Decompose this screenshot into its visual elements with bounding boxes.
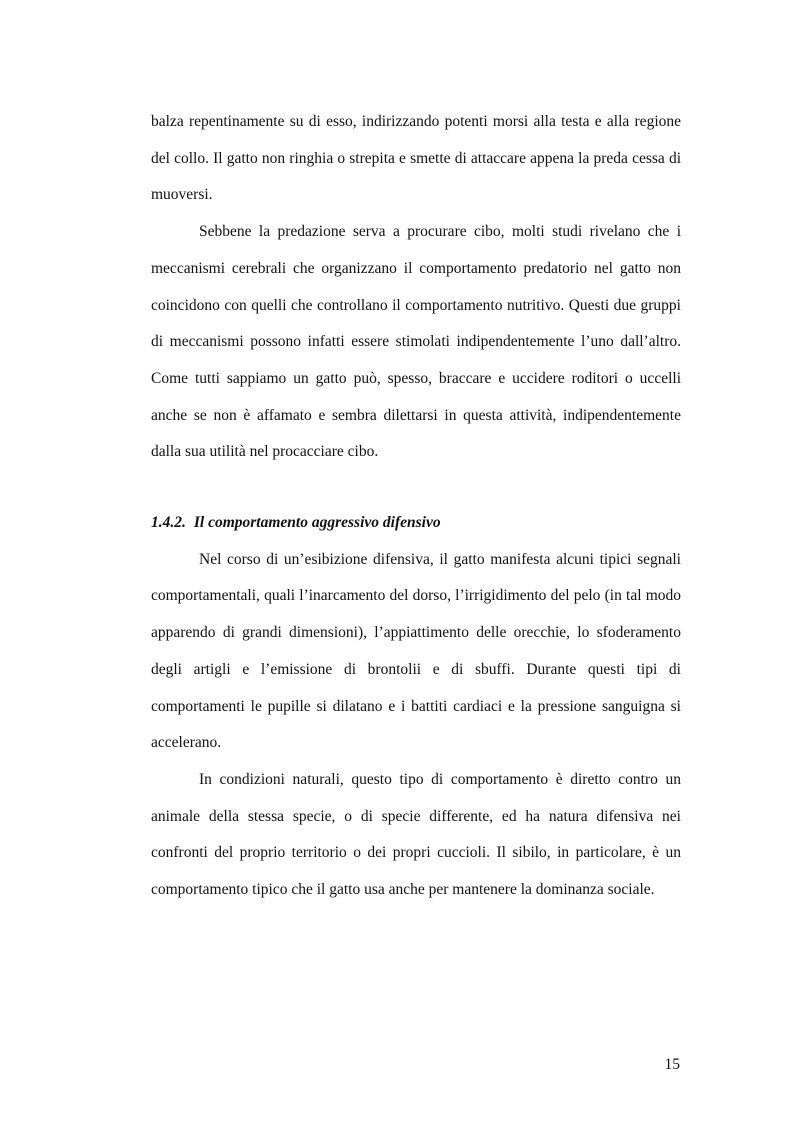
page-body [151, 104, 681, 909]
section-title: Il comportamento aggressivo difensivo [193, 514, 441, 532]
page-number: 15 [664, 1056, 680, 1073]
section-heading [151, 505, 681, 542]
section-number: 1.4.2. [151, 514, 186, 532]
paragraph-continuation: balza repentinamente su di esso, indirizzando potenti morsi alla testa e alla regione del collo. Il gatto non ringhia o strepita e smette di attaccare appena la preda cessa di muoversi. [151, 113, 681, 204]
paragraph-defensive-display: Nel corso di un’esibizione difensiva, il gatto manifesta alcuni tipici segnali comportamentali, quali l’inarcamento del dorso, l’irrigidimento del pelo (in tal modo apparendo di grandi dimensioni), l’appiattimento delle orecchie, lo sfoderamento degli artigli e l’emissione di brontolii e di sbuffi. Durante questi tipi di comportamenti le pupille si dilatano e i battiti cardiaci e la pressione sanguigna si accelerano. [151, 550, 681, 752]
paragraph-natural-conditions: In condizioni naturali, questo tipo di comportamento è diretto contro un animale della stessa specie, o di specie differente, ed ha natura difensiva nei confronti del proprio territorio o dei propri cuccioli. Il sibilo, in particolare, è un comportamento tipico che il gatto usa anche per mantenere la dominanza sociale. [151, 770, 681, 899]
paragraph-predation: Sebbene la predazione serva a procurare cibo, molti studi rivelano che i meccanismi cerebrali che organizzano il comportamento predatorio nel gatto non coincidono con quelli che controllano il comportamento nutritivo. Questi due gruppi di meccanismi possono infatti essere stimolati indipendentemente l’uno dall’altro. Come tutti sappiamo un gatto può, spesso, braccare e uccidere roditori o uccelli anche se non è affamato e sembra dilettarsi in questa attività, indipendentemente dalla sua utilità nel procacciare cibo. [151, 223, 681, 461]
